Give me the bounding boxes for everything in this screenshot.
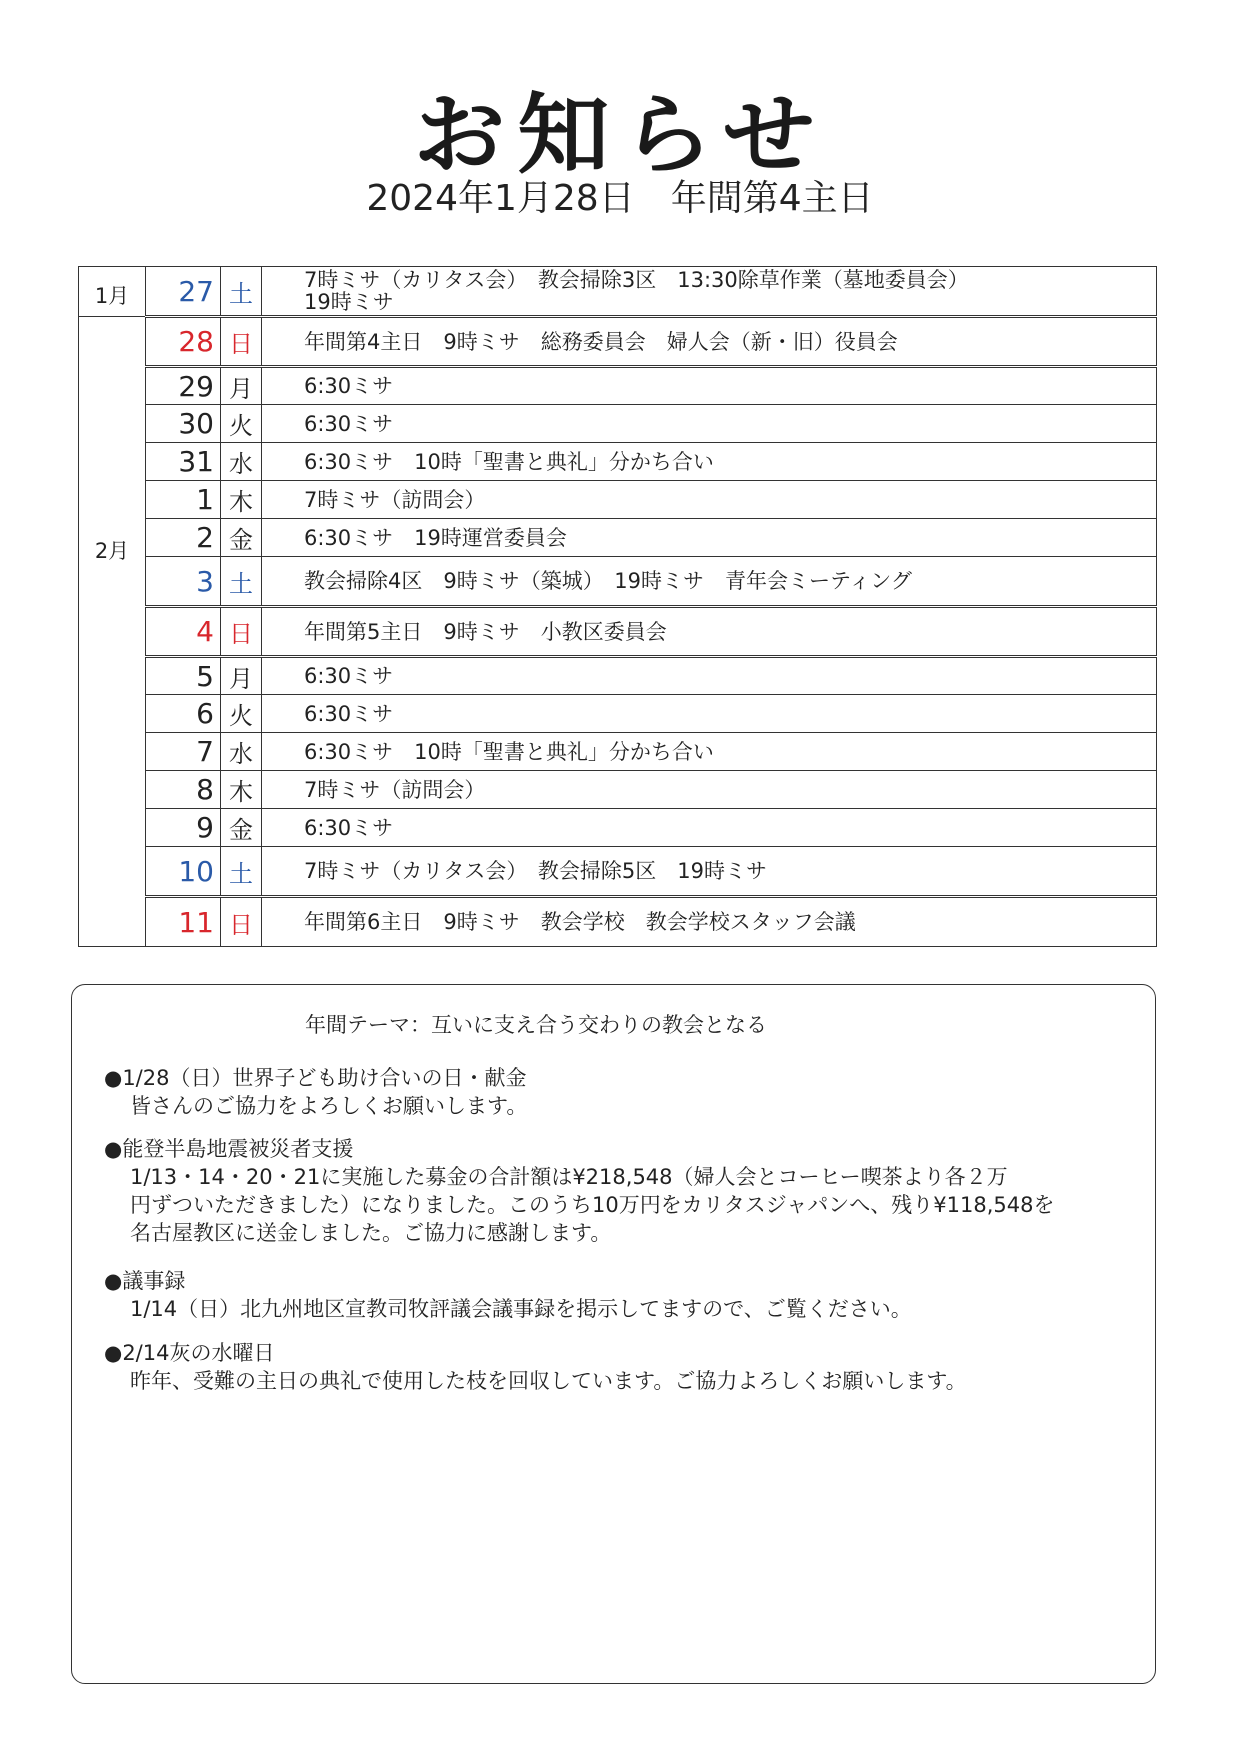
annual-theme: 年間テーマ：互いに支え合う交わりの教会となる <box>305 1013 767 1037</box>
weekday: 木 <box>221 771 262 809</box>
event-text: 年間第4主日 9時ミサ 総務委員会 婦人会（新・旧）役員会 <box>304 329 898 354</box>
day-number: 27 <box>146 267 221 317</box>
schedule-row <box>79 771 1157 809</box>
schedule-row <box>79 267 1157 317</box>
day-number: 10 <box>146 847 221 897</box>
notice-heading: ●議事録 <box>104 1269 186 1293</box>
weekday: 土 <box>221 557 262 607</box>
event-text: 6:30ミサ <box>304 701 394 726</box>
day-number: 1 <box>146 481 221 519</box>
event-text: 6:30ミサ 10時「聖書と典礼」分かち合い <box>304 739 714 764</box>
day-number: 7 <box>146 733 221 771</box>
schedule-row <box>79 847 1157 897</box>
day-number: 30 <box>146 405 221 443</box>
day-number: 31 <box>146 443 221 481</box>
schedule-row <box>79 519 1157 557</box>
weekday: 日 <box>221 607 262 657</box>
notice-section <box>104 1135 1055 1247</box>
schedule-row <box>79 405 1157 443</box>
day-number: 28 <box>146 317 221 367</box>
event-cell <box>262 607 1157 657</box>
weekday: 土 <box>221 847 262 897</box>
event-text: 年間第5主日 9時ミサ 小教区委員会 <box>304 619 667 644</box>
schedule-row <box>79 897 1157 947</box>
schedule-row <box>79 317 1157 367</box>
event-cell <box>262 367 1157 405</box>
notice-section <box>104 1064 527 1120</box>
event-text: 6:30ミサ <box>304 815 394 840</box>
day-number: 9 <box>146 809 221 847</box>
day-number: 5 <box>146 657 221 695</box>
event-cell <box>262 695 1157 733</box>
event-cell <box>262 519 1157 557</box>
day-number: 3 <box>146 557 221 607</box>
event-text: 7時ミサ（カリタス会） 教会掃除3区 13:30除草作業（墓地委員会） <box>304 268 969 292</box>
schedule-row <box>79 809 1157 847</box>
day-number: 6 <box>146 695 221 733</box>
schedule-row <box>79 733 1157 771</box>
schedule-row <box>79 695 1157 733</box>
event-text: 年間第6主日 9時ミサ 教会学校 教会学校スタッフ会議 <box>304 910 856 934</box>
schedule-table <box>78 266 1157 947</box>
weekday: 金 <box>221 519 262 557</box>
event-text: 6:30ミサ <box>304 664 394 688</box>
notice-section <box>104 1267 912 1323</box>
day-number: 8 <box>146 771 221 809</box>
month-cell-feb <box>79 317 146 947</box>
weekday: 火 <box>221 405 262 443</box>
notice-body-line: 1/13・14・20・21に実施した募金の合計額は¥218,548（婦人会とコーヒー喫茶より各２万 <box>130 1165 1008 1189</box>
event-cell <box>262 481 1157 519</box>
schedule-row <box>79 657 1157 695</box>
page-subtitle-date: 2024年1月28日 年間第4主日 <box>366 178 874 219</box>
event-cell <box>262 733 1157 771</box>
event-cell <box>262 809 1157 847</box>
month-cell-jan <box>79 267 146 317</box>
day-number: 11 <box>146 897 221 947</box>
event-text: 19時ミサ <box>304 290 394 314</box>
event-text: 7時ミサ（訪問会） <box>304 487 486 512</box>
day-number: 2 <box>146 519 221 557</box>
schedule-row <box>79 367 1157 405</box>
weekday: 木 <box>221 481 262 519</box>
event-cell <box>262 771 1157 809</box>
weekday: 月 <box>221 367 262 405</box>
notice-section <box>104 1339 967 1395</box>
event-cell <box>262 557 1157 607</box>
event-text: 7時ミサ（訪問会） <box>304 777 486 802</box>
notice-body-line: 円ずついただきました）になりました。このうち10万円をカリタスジャパンへ、残り¥118,548を <box>130 1193 1055 1217</box>
event-cell <box>262 657 1157 695</box>
notice-heading: ●2/14灰の水曜日 <box>104 1341 275 1365</box>
event-text: 6:30ミサ 19時運営委員会 <box>304 525 567 550</box>
schedule-row <box>79 481 1157 519</box>
notice-body-line: 1/14（日）北九州地区宣教司牧評議会議事録を掲示してますので、ご覧ください。 <box>130 1297 912 1321</box>
notice-heading: ●1/28（日）世界子ども助け合いの日・献金 <box>104 1066 527 1090</box>
month-label: 1月 <box>94 284 130 308</box>
notice-body-line: 皆さんのご協力をよろしくお願いします。 <box>130 1094 528 1118</box>
event-cell <box>262 267 1157 317</box>
weekday: 水 <box>221 733 262 771</box>
event-text: 6:30ミサ <box>304 411 394 436</box>
event-cell <box>262 443 1157 481</box>
event-cell <box>262 317 1157 367</box>
weekday: 土 <box>221 267 262 317</box>
day-number: 4 <box>146 607 221 657</box>
weekday: 火 <box>221 695 262 733</box>
notice-body-line: 名古屋教区に送金しました。ご協力に感謝します。 <box>130 1221 612 1245</box>
event-text: 7時ミサ（カリタス会） 教会掃除5区 19時ミサ <box>304 859 767 883</box>
weekday: 日 <box>221 897 262 947</box>
weekday: 水 <box>221 443 262 481</box>
notice-body-line: 昨年、受難の主日の典礼で使用した枝を回収しています。ご協力よろしくお願いします。 <box>130 1369 967 1393</box>
notice-heading: ●能登半島地震被災者支援 <box>104 1137 354 1161</box>
event-text: 教会掃除4区 9時ミサ（築城） 19時ミサ 青年会ミーティング <box>304 569 912 593</box>
event-text: 6:30ミサ <box>304 374 394 398</box>
schedule-row <box>79 607 1157 657</box>
event-cell <box>262 405 1157 443</box>
weekday: 月 <box>221 657 262 695</box>
event-cell <box>262 897 1157 947</box>
schedule-row <box>79 443 1157 481</box>
notes-box <box>71 984 1156 1684</box>
month-label: 2月 <box>94 539 130 563</box>
weekday: 金 <box>221 809 262 847</box>
event-cell <box>262 847 1157 897</box>
event-text: 6:30ミサ 10時「聖書と典礼」分かち合い <box>304 449 714 474</box>
schedule-row <box>79 557 1157 607</box>
page-title: お知らせ <box>413 84 827 186</box>
day-number: 29 <box>146 367 221 405</box>
weekday: 日 <box>221 317 262 367</box>
